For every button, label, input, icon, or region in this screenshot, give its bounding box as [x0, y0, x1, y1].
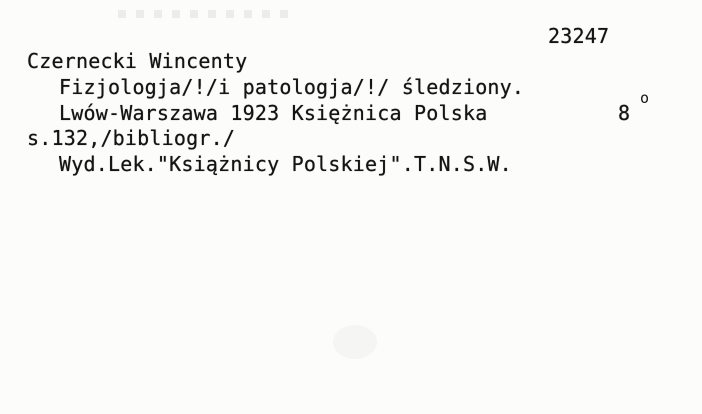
faint-bleed-through: [118, 10, 288, 18]
format-degree-mark: o: [640, 89, 650, 107]
format-number: 8: [618, 101, 631, 125]
catalog-number: 23247: [548, 24, 610, 48]
pagination-line: s.132,/bibliogr./: [27, 126, 236, 150]
author-heading: Czernecki Wincenty: [27, 49, 248, 73]
paper-smudge: [333, 325, 377, 359]
title-line: Fizjologja/!/i patologja/!/ śledziony.: [59, 75, 525, 99]
series-line: Wyd.Lek."Książnicy Polskiej".T.N.S.W.: [59, 152, 512, 176]
imprint-line: Lwów-Warszawa 1923 Księżnica Polska: [59, 101, 488, 125]
